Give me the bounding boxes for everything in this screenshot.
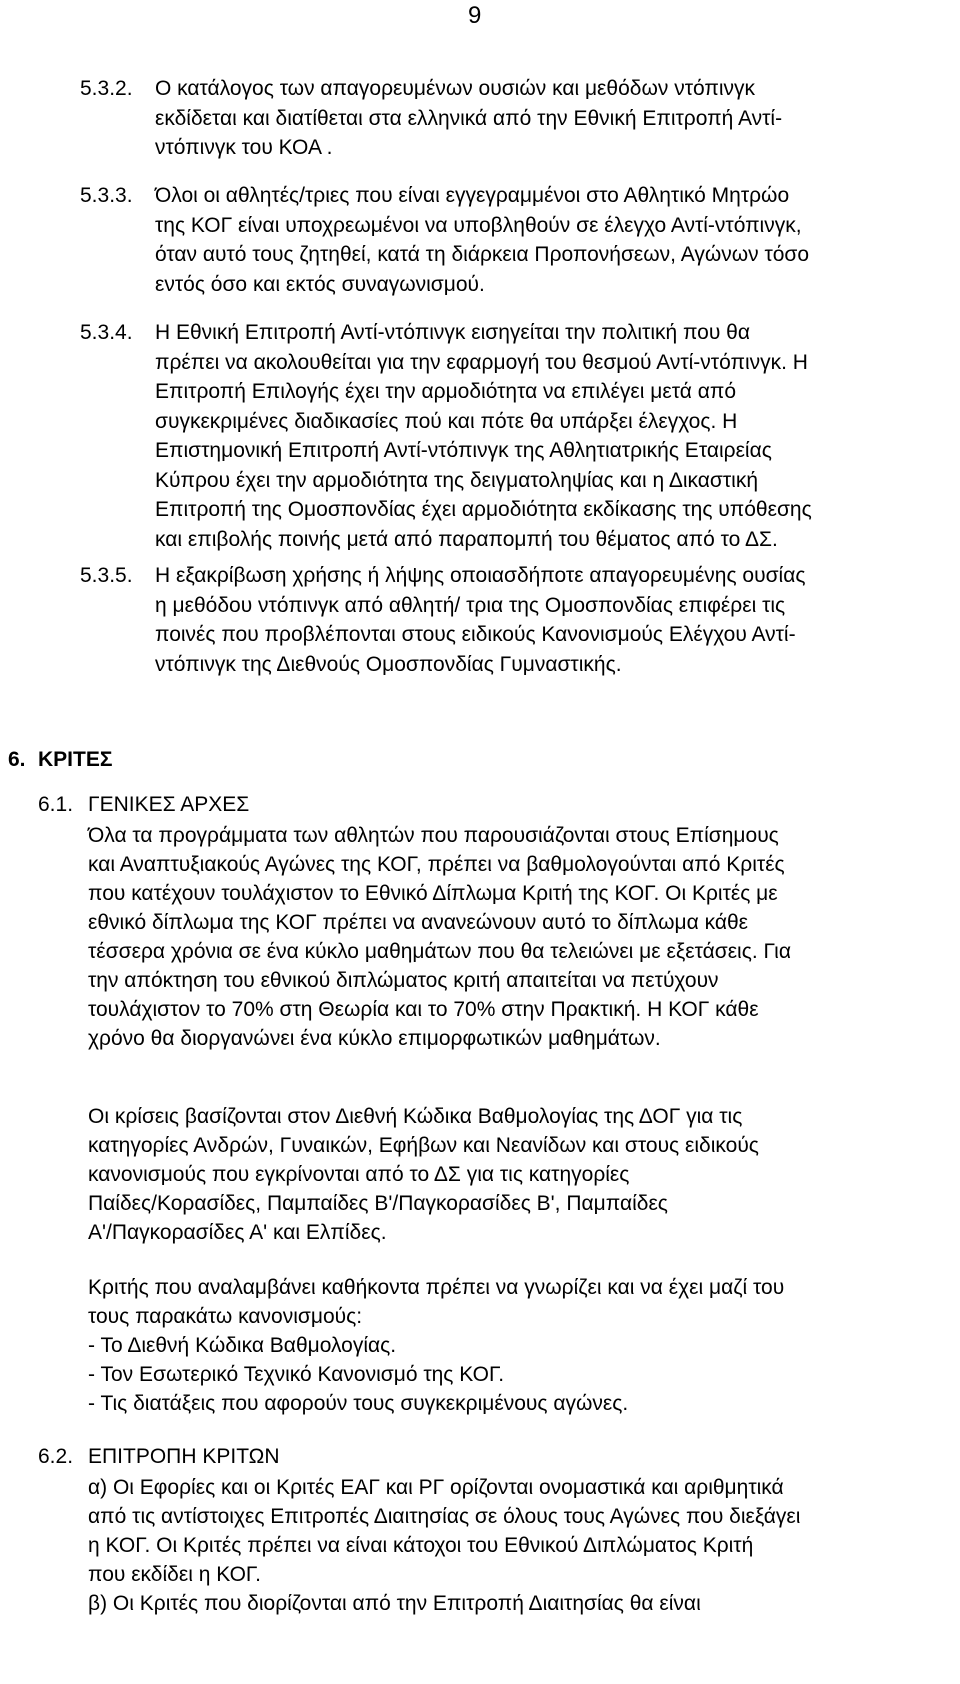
clause-line: εντός όσο και εκτός συναγωνισμού. (155, 272, 485, 296)
clause-line: εκδίδεται και διατίθεται στα ελληνικά από την Εθνική Επιτροπή Αντί- (155, 106, 783, 130)
paragraph-line: χρόνο θα διοργανώνει ένα κύκλο επιμορφωτικών μαθημάτων. (88, 1027, 661, 1050)
section-6-2-body (88, 1473, 800, 1618)
paragraph-line: Κριτής που αναλαμβάνει καθήκοντα πρέπει να γνωρίζει και να έχει μαζί του (88, 1276, 785, 1299)
paragraph-line: α) Οι Εφορίες και οι Κριτές ΕΑΓ και ΡΓ ορίζονται ονομαστικά και αριθμητικά (88, 1476, 784, 1499)
paragraph-line: β) Οι Κριτές που διορίζονται από την Επιτροπή Διαιτησίας θα είναι (88, 1592, 701, 1615)
clause-5-3-3 (80, 181, 809, 299)
clause-number: 5.3.2. (80, 77, 133, 100)
clause-5-3-2 (80, 74, 782, 163)
section-6-1-paragraph-3 (88, 1273, 784, 1418)
page-number: 9 (468, 2, 482, 29)
clause-line: συγκεκριμένες διαδικασίες πού και πότε θα υπάρξει έλεγχος. Η (155, 409, 738, 433)
clause-line: ντόπινγκ του ΚΟΑ . (155, 136, 333, 159)
list-item: - Τις διατάξεις που αφορούν τους συγκεκριμένους αγώνες. (88, 1392, 629, 1415)
paragraph-line: εθνικό δίπλωμα της ΚΟΓ πρέπει να ανανεώνουν αυτό το δίπλωμα κάθε (88, 911, 749, 934)
clause-line: ντόπινγκ της Διεθνούς Ομοσπονδίας Γυμναστικής. (155, 652, 622, 676)
clause-line: Κύπρου έχει την αρμοδιότητα της δειγματοληψίας και η Δικαστική (155, 468, 759, 492)
clause-line: της ΚΟΓ είναι υποχρεωμένοι να υποβληθούν σε έλεγχο Αντί-ντόπινγκ, (155, 213, 802, 237)
clause-line: και επιβολής ποινής μετά από παραπομπή του θέματος από το ΔΣ. (155, 527, 778, 551)
list-item: - Τον Εσωτερικό Τεχνικό Κανονισμό της ΚΟΓ. (88, 1363, 505, 1386)
section-6-1-paragraph-2 (88, 1102, 759, 1247)
clause-line: πρέπει να ακολουθείται για την εφαρμογή του θεσμού Αντί-ντόπινγκ. Η (155, 350, 808, 374)
paragraph-line: η ΚΟΓ. Οι Κριτές πρέπει να είναι κάτοχοι του Εθνικού Διπλώματος Κριτή (88, 1534, 754, 1557)
clause-line: Επιστημονική Επιτροπή Αντί-ντόπινγκ της Αθλητιατρικής Εταιρείας (155, 439, 772, 462)
clause-5-3-4 (80, 318, 812, 554)
paragraph-line: Α'/Παγκορασίδες Α' και Ελπίδες. (88, 1221, 387, 1244)
list-item: - Το Διεθνή Κώδικα Βαθμολογίας. (88, 1334, 397, 1357)
clause-line: Επιτροπή Επιλογής έχει την αρμοδιότητα να επιλέγει μετά από (155, 380, 737, 403)
paragraph-line: που κατέχουν τουλάχιστον το Εθνικό Δίπλωμα Κριτή της ΚΟΓ. Οι Κριτές με (88, 882, 778, 905)
clause-line: Η Εθνική Επιτροπή Αντί-ντόπινγκ εισηγείται την πολιτική που θα (155, 321, 751, 344)
clause-5-3-5 (80, 561, 806, 679)
section-6-1-paragraph-1 (88, 821, 791, 1053)
clause-line: η μεθόδου ντόπινγκ από αθλητή/ τρια της Ομοσπονδίας επιφέρει τις (155, 593, 786, 617)
section-title: ΕΠΙΤΡΟΠΗ ΚΡΙΤΩΝ (88, 1445, 280, 1468)
paragraph-line: κανονισμούς που εγκρίνονται από το ΔΣ για τις κατηγορίες (88, 1163, 630, 1186)
paragraph-line: κατηγορίες Ανδρών, Γυναικών, Εφήβων και Νεανίδων και στους ειδικούς (88, 1134, 759, 1157)
chapter-heading (8, 748, 112, 772)
section-title: ΓΕΝΙΚΕΣ ΑΡΧΕΣ (88, 793, 250, 816)
paragraph-line: τους παρακάτω κανονισμούς: (88, 1305, 363, 1328)
chapter-title: ΚΡΙΤΕΣ (38, 748, 113, 771)
section-6-1-heading (38, 793, 249, 817)
clause-number: 5.3.3. (80, 184, 133, 207)
clause-number: 5.3.5. (80, 564, 133, 587)
clause-line: Επιτροπή της Ομοσπονδίας έχει αρμοδιότητα εκδίκασης της υπόθεσης (155, 498, 812, 521)
chapter-number: 6. (8, 748, 26, 771)
clause-line: Ο κατάλογος των απαγορευμένων ουσιών και μεθόδων ντόπινγκ (155, 77, 756, 100)
clause-number: 5.3.4. (80, 321, 133, 344)
clause-line: ποινές που προβλέπονται στους ειδικούς Κανονισμούς Ελέγχου Αντί- (155, 623, 796, 646)
paragraph-line: και Αναπτυξιακούς Αγώνες της ΚΟΓ, πρέπει να βαθμολογούνται από Κριτές (88, 853, 785, 876)
paragraph-line: την απόκτηση του εθνικού διπλώματος κριτή απαιτείται να πετύχουν (88, 969, 719, 992)
paragraph-line: Όλα τα προγράμματα των αθλητών που παρουσιάζονται στους Επίσημους (88, 824, 779, 847)
section-6-2-heading (38, 1445, 280, 1469)
section-number: 6.1. (38, 793, 74, 816)
clause-line: Όλοι οι αθλητές/τριες που είναι εγγεγραμμένοι στο Αθλητικό Μητρώο (155, 184, 790, 207)
section-number: 6.2. (38, 1445, 74, 1468)
paragraph-line: που εκδίδει η ΚΟΓ. (88, 1563, 262, 1586)
clause-line: όταν αυτό τους ζητηθεί, κατά τη διάρκεια Προπονήσεων, Αγώνων τόσο (155, 243, 810, 266)
paragraph-line: Παίδες/Κορασίδες, Παμπαίδες Β'/Παγκορασίδες Β', Παμπαίδες (88, 1192, 668, 1215)
clause-line: Η εξακρίβωση χρήσης ή λήψης οποιασδήποτε απαγορευμένης ουσίας (155, 564, 806, 587)
paragraph-line: από τις αντίστοιχες Επιτροπές Διαιτησίας σε όλους τους Αγώνες που διεξάγει (88, 1505, 801, 1528)
paragraph-line: Οι κρίσεις βασίζονται στον Διεθνή Κώδικα Βαθμολογίας της ΔΟΓ για τις (88, 1105, 743, 1128)
paragraph-line: τέσσερα χρόνια σε ένα κύκλο μαθημάτων που θα τελειώνει με εξετάσεις. Για (88, 940, 791, 963)
paragraph-line: τουλάχιστον το 70% στη Θεωρία και το 70% στην Πρακτική. Η ΚΟΓ κάθε (88, 998, 759, 1021)
